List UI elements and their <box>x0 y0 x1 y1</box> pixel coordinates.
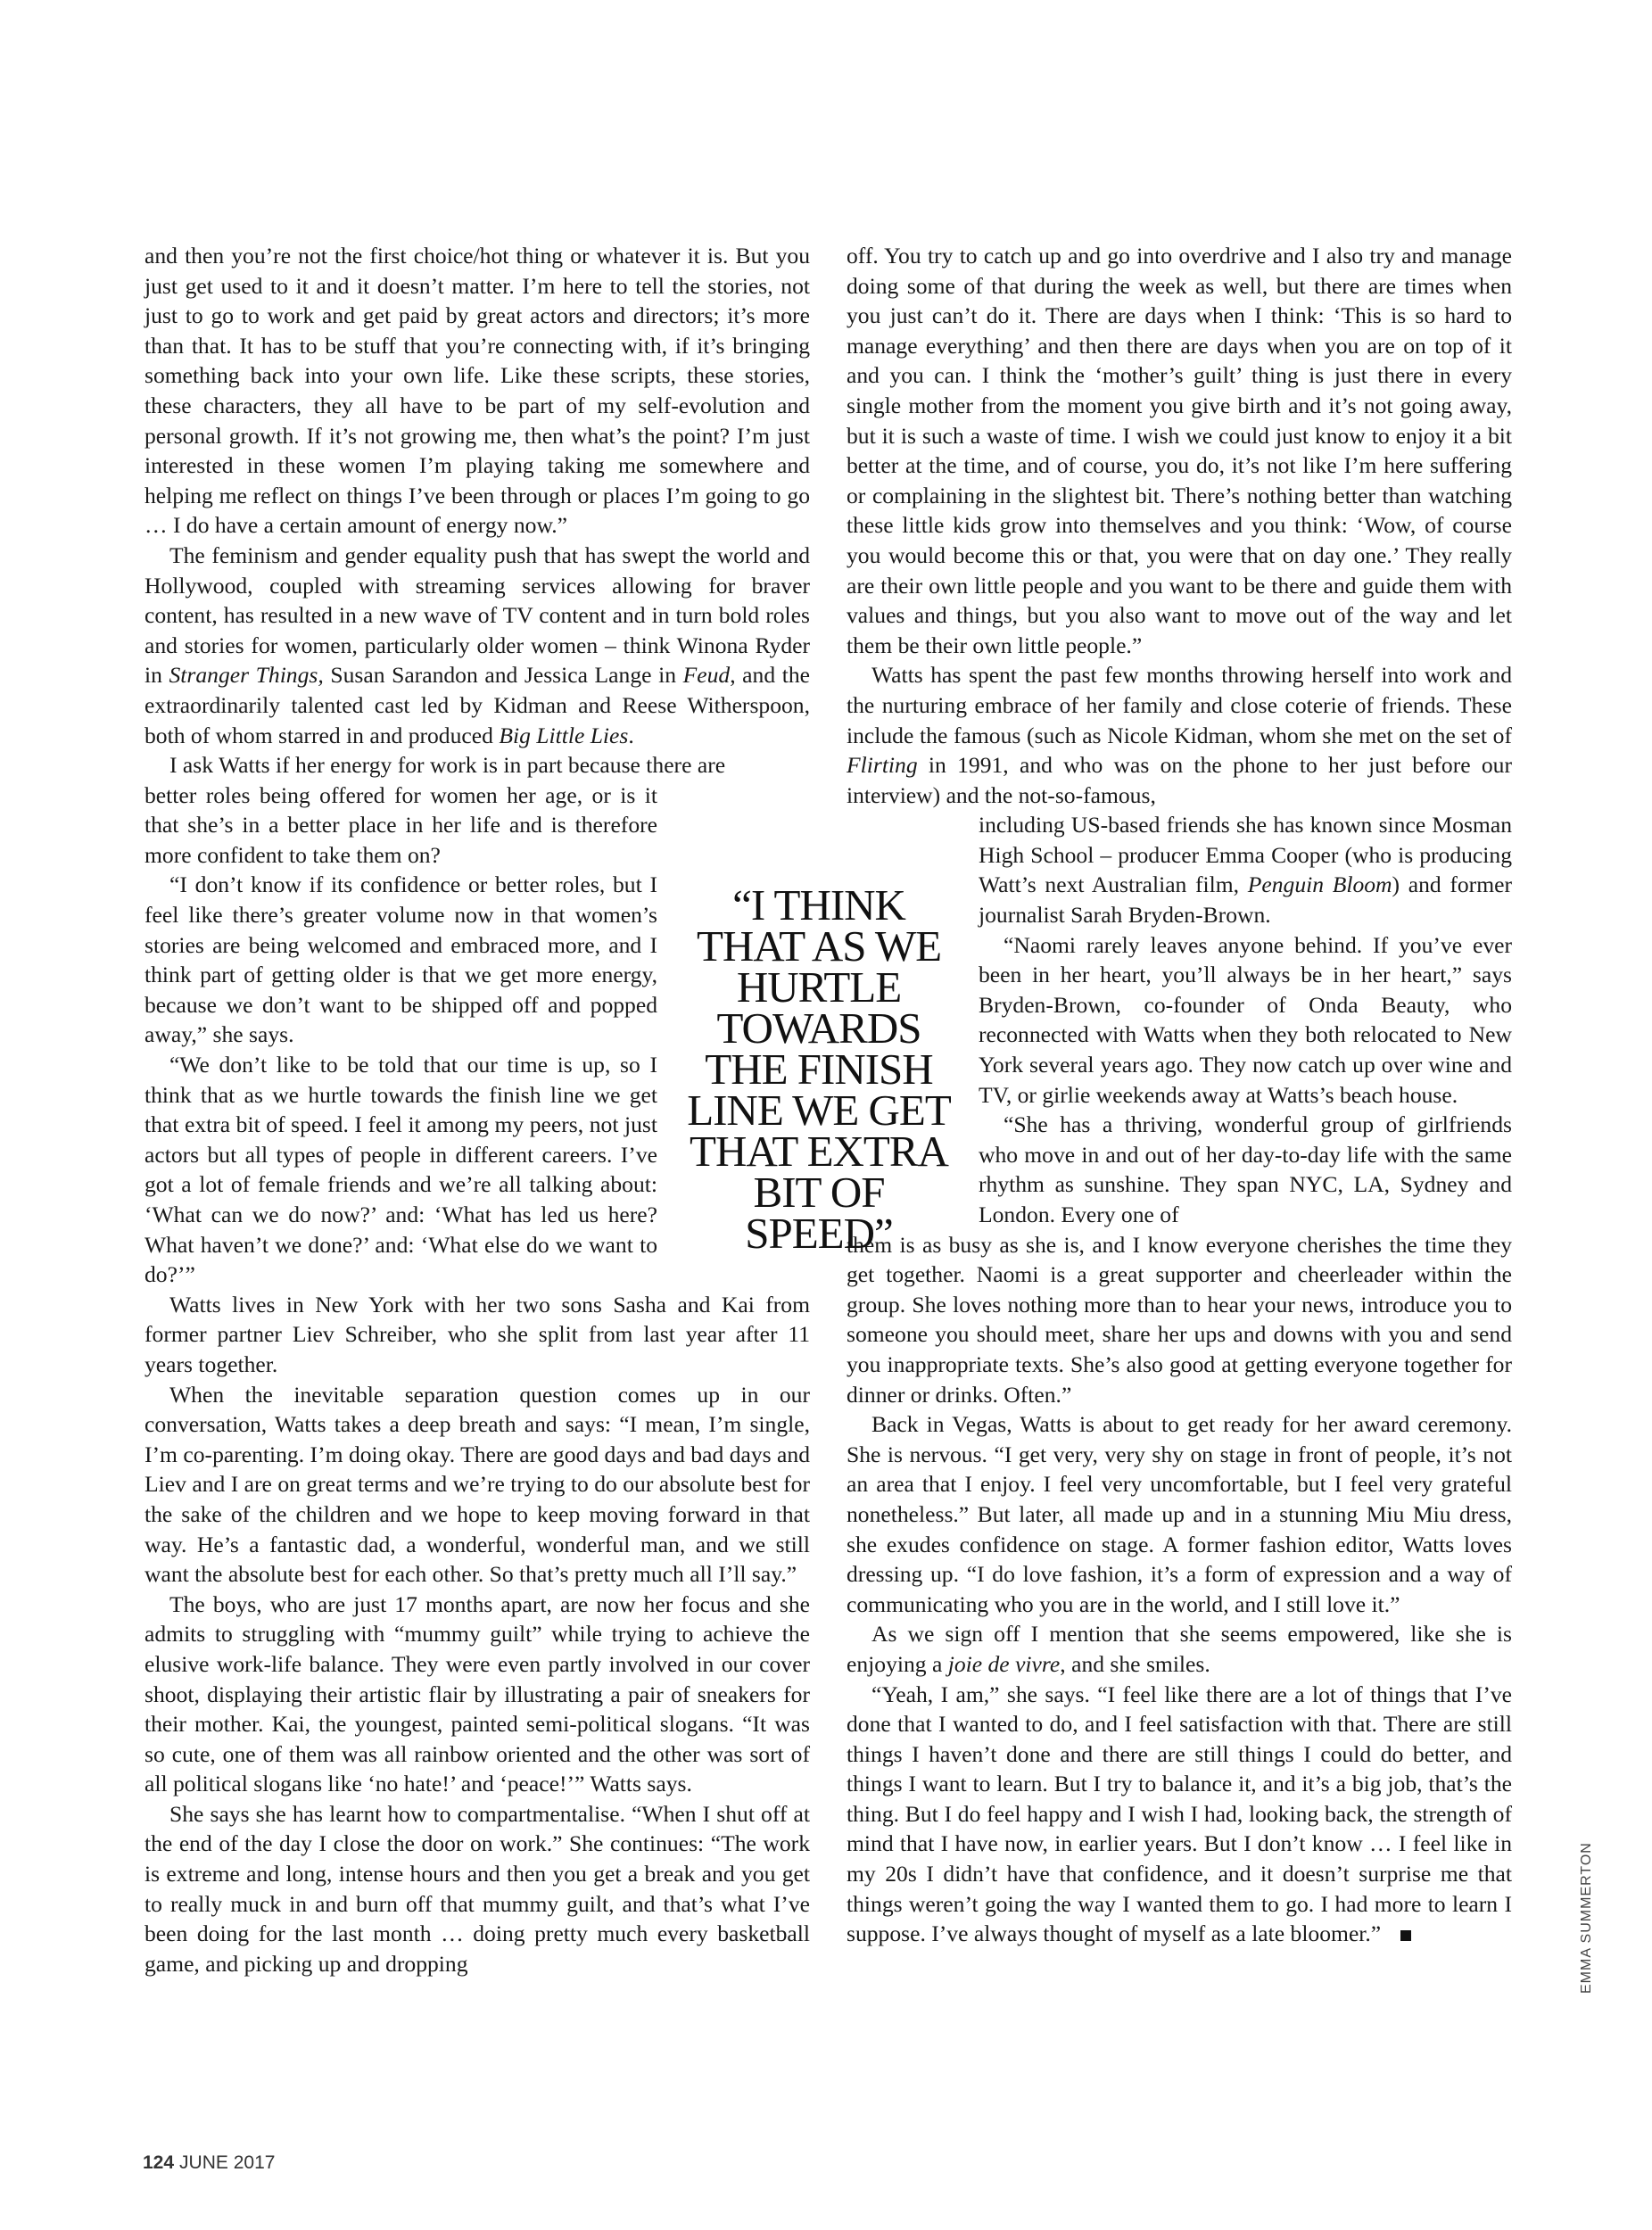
wrapped-text-block <box>979 810 1512 1229</box>
body-paragraph: Back in Vegas, Watts is about to get ready for her award ceremony. She is nervous. “I get very, very shy on stage in front of people, it’s not an area that I enjoy. I feel very uncomfortable, but I feel very grateful nonetheless.” But later, all made up and in a stunning Miu Miu dress, she exudes confidence on stage. A former fashion editor, Watts loves dressing up. “I do love fashion, it’s a form of expression and a way of communicating who you are in the world, and I still love it.” <box>847 1411 1512 1617</box>
body-paragraph: and then you’re not the first choice/hot thing or whatever it is. But you just get used to it and it doesn’t matter. I’m here to tell the stories, not just to go to work and get paid by great actors and directors; it’s more than that. It has to be stuff that you’re connecting with, if it’s bringing something back into your own life. Like these scripts, these stories, these characters, they all have to be part of my self-evolution and personal growth. If it’s not growing me, then what’s the point? I’m just interested in these women I’m playing taking me somewhere and helping me reflect on things I’ve been through or places I’m going to go … I do have a certain amount of energy now.” <box>145 243 810 539</box>
wrapped-text-block <box>145 780 657 1290</box>
body-paragraph: She says she has learnt how to compartmentalise. “When I shut off at the end of the day I close the door on work.” She continues: “The work is extreme and long, intense hours and then you get a break and you get to really muck in and burn off that mummy guilt, and that’s what I’ve been doing for the last month … doing pretty much every basketball game, and picking up and dropping <box>145 1800 810 1977</box>
body-paragraph: “Yeah, I am,” she says. “I feel like there are a lot of things that I’ve done that I wanted to do, and I feel satisfaction with that. There are still things I haven’t done and there are still things I could do better, and things I want to learn. But I try to balance it, and it’s a big job, that’s the thing. But I do feel happy and I wish I had, looking back, the strength of mind that I have now, in earlier years. But I don’t know … I feel like in my 20s I didn’t have that confidence, and it doesn’t surprise me that things weren’t going the way I wanted them to go. I had more to learn I suppose. I’ve always thought of myself as a late bloomer.” <box>847 1681 1512 1947</box>
end-mark-icon <box>1400 1930 1411 1941</box>
body-paragraph: When the inevitable separation question comes up in our conversation, Watts takes a deep breath and says: “I mean, I’m single, I’m co-parenting. I’m doing okay. There are good days and bad days and Liev and I are on great terms and we’re trying to do our absolute best for the sake of the children and we hope to keep moving forward in that way. He’s a fantastic dad, a wonderful, wonderful man, and we still want the absolute best for each other. So that’s pretty much all I’ll say.” <box>145 1381 810 1588</box>
body-paragraph: “She has a thriving, wonderful group of girlfriends who move in and out of her day-to-day life with the same rhythm as sunshine. They span NYC, LA, Sydney and London. Every one of <box>979 1111 1512 1227</box>
body-paragraph: including US-based friends she has known since Mosman High School – producer Emma Cooper (who is producing Watt’s next Australian film, Penguin Bloom) and former journalist Sarah Bryden-Brown. <box>979 812 1512 929</box>
page-number: 124 <box>143 2152 175 2173</box>
body-paragraph: Watts has spent the past few months throwing herself into work and the nurturing embrace of her family and close coterie of friends. These include the famous (such as Nicole Kidman, whom she met on the set of Flirting in 1991, and who was on the phone to her just before our interview) and the not-so-famous, <box>847 662 1512 808</box>
body-paragraph: “Naomi rarely leaves anyone behind. If you’ve ever been in her heart, you’ll always be in her heart,” says Bryden-Brown, co-founder of Onda Beauty, who reconnected with Watts when they both relocated to New York several years ago. They now catch up over wine and TV, or girlie weekends away at Watts’s beach house. <box>979 931 1512 1108</box>
body-paragraph: “We don’t like to be told that our time is up, so I think that as we hurtle towards the finish line we get that extra bit of speed. I feel it among my peers, not just actors but all types of people in different careers. I’ve got a lot of female friends and we’re all talking about: ‘What can we do now?’ and: ‘What has led us here? What haven’t we done?’ and: ‘What else do we want to do?’” <box>145 1052 657 1288</box>
body-paragraph: them is as busy as she is, and I know everyone cherishes the time they get together. Naomi is a great supporter and cheerleader within the group. She loves nothing more than to hear your news, introduce you to someone you should meet, share her ups and downs with you and send you inappropriate texts. She’s also good at getting everyone together for dinner or drinks. Often.” <box>847 1231 1512 1408</box>
body-paragraph: I ask Watts if her energy for work is in part because there are <box>169 752 726 779</box>
body-paragraph: “I don’t know if its confidence or better roles, but I feel like there’s greater volume now in that women’s stories are being welcomed and embraced more, and I think part of getting older is that we get more energy, because we don’t want to be shipped off and popped away,” she says. <box>145 871 657 1048</box>
body-paragraph: Watts lives in New York with her two sons Sasha and Kai from former partner Liev Schreiber, who she split from last year after 11 years together. <box>145 1291 810 1377</box>
pull-quote: “I THINK THAT AS WE HURTLE TOWARDS THE FINISH LINE WE GET THAT EXTRA BIT OF SPEED” <box>687 880 951 1258</box>
body-paragraph: better roles being offered for women her age, or is it that she’s in a better place in her life and is therefore more confident to take them on? <box>145 781 657 868</box>
body-paragraph: As we sign off I mention that she seems empowered, like she is enjoying a joie de vivre, and she smiles. <box>847 1621 1512 1677</box>
page-footer <box>143 2152 275 2174</box>
body-paragraph: off. You try to catch up and go into overdrive and I also try and manage doing some of that during the week as well, but there are times when you just can’t do it. There are days when I think: ‘This is so hard to manage everything’ and then there are days when you are on top of it and you can. I think the ‘mother’s guilt’ thing is just there in every single mother from the moment you give birth and it’s not going away, but it is such a waste of time. I wish we could just know to enjoy it a bit better at the time, and of course, you do, it’s not like I’m here suffering or complaining in the slightest bit. There’s nothing better than watching these little kids grow into themselves and you think: ‘Wow, of course you would become this or that, you were that on day one.’ They really are their own little people and you want to be there and guide them with values and things, but you also want to move out of the way and let them be their own little people.” <box>847 243 1512 658</box>
issue-date: JUNE 2017 <box>179 2152 276 2173</box>
photo-credit: EMMA SUMMERTON <box>1579 1842 1594 1994</box>
body-paragraph: The boys, who are just 17 months apart, are now her focus and she admits to struggling with “mummy guilt” while trying to achieve the elusive work-life balance. They were even partly involved in our cover shoot, displaying their artistic flair by illustrating a pair of sneakers for their mother. Kai, the youngest, painted semi-political slogans. “It was so cute, one of them was all rainbow oriented and the other was sort of all political slogans like ‘no hate!’ and ‘peace!’” Watts says. <box>145 1590 810 1797</box>
body-paragraph: The feminism and gender equality push that has swept the world and Hollywood, coupled with streaming services allowing for braver content, has resulted in a new wave of TV content and in turn bold roles and stories for women, particularly older women – think Winona Ryder in Stranger Things, Susan Sarandon and Jessica Lange in Feud, and the extraordinarily talented cast led by Kidman and Reese Witherspoon, both of whom starred in and produced Big Little Lies. <box>145 541 810 748</box>
